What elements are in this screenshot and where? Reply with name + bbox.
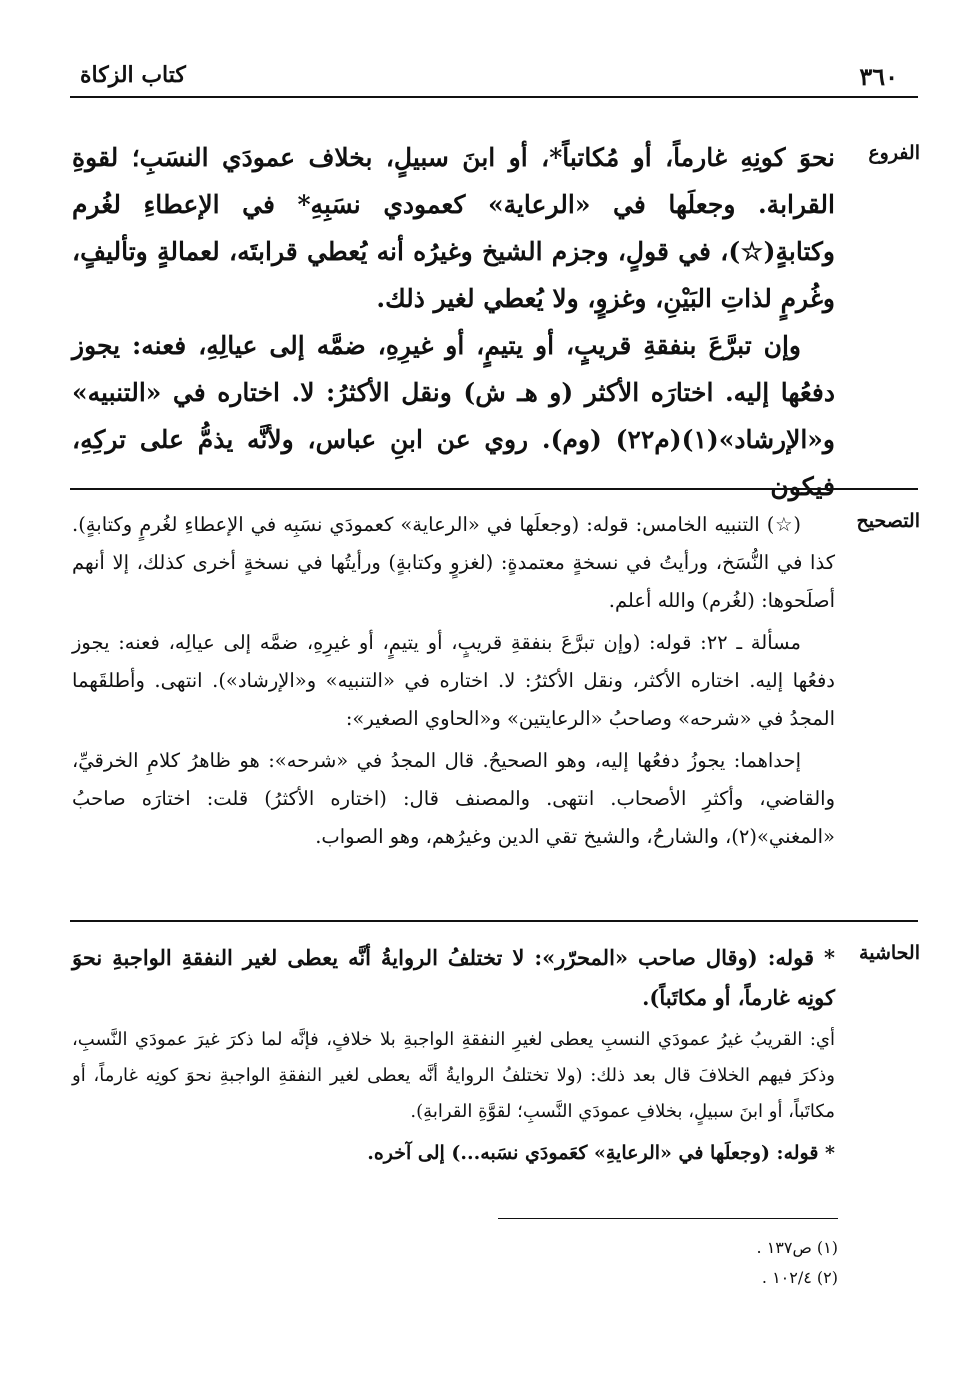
hashiya-paragraph-1: أي: القريبُ غيرُ عمودَي النسبِ يعطى لغيرِ النفقةِ الواجبةِ بلا خلافٍ، فإنَّه لما ذكرَ غيرَ عمودَي النَّسبِ، وذكرَ فيهم الخلافَ قال بعد ذلك: (ولا تختلفُ الروايةُ أنَّه يعطى لغير النفقةِ الواجبةِ نحوَ كونِه غارماً، أو مكاتَباً، أو ابنَ سبيلٍ، بخلافِ عمودَي النَّسبِ؛ لقوَّةِ القرابةِ). <box>72 1029 835 1122</box>
main-text-label: الفروع <box>868 142 920 164</box>
footnote-rule <box>498 1218 838 1219</box>
header-rule <box>70 96 918 98</box>
footnotes <box>498 1218 838 1293</box>
footnote-2: (٢) ١٠٢/٤ . <box>761 1268 838 1287</box>
section-rule-2 <box>70 920 918 922</box>
page-number: ٣٦٠ <box>859 62 898 91</box>
tashih-paragraph-3: إحداهما: يجوزُ دفعُها إليه، وهو الصحيحُ. قال المجدُ في «شرحه»: هو ظاهرُ كلامِ الخرقيِّ، والقاضي، وأكثرِ الأصحاب. انتهى. والمصنف قال: (اختاره الأكثرُ) قلت: اختارَه صاحبُ «المغني»(٢)، والشارحُ، والشيخ تقي الدين وغيرُهم، وهو الصواب. <box>72 749 835 848</box>
tashih-label: التصحيح <box>856 510 920 532</box>
page-header <box>70 58 918 98</box>
main-text-body <box>72 134 835 510</box>
main-text-section <box>72 134 920 501</box>
tashih-section <box>72 506 920 921</box>
tashih-paragraph-1: (☆) التنبيه الخامس: قوله: (وجعلَها في «الرعاية» كعمودَي نسَبِه في الإعطاءِ لغُرمٍ وكتابةٍ). كذا في النُّسَخ، ورأيتُ في نسخةٍ معتمدةٍ: (لغزوٍ وكتابةٍ) ورأيتُها في نسخةٍ أخرى كذلك، إلا أنهم أصلَحوها: (لغُرم) والله أعلم. <box>72 513 835 612</box>
footnote-1: (١) ص١٣٧ . <box>756 1238 838 1257</box>
section-rule-1 <box>70 488 918 490</box>
main-paragraph-2: وإن تبرَّعَ بنفقةِ قريبٍ، أو يتيمٍ، أو غيرِهِ، ضمَّه إلى عيالِهِ، فعنه: يجوز دفعُها إليه. اختارَه الأكثر (و هـ ش) ونقل الأكثرُ: لا. اختاره في «التنبيه» و«الإرشاد»(١)(م٢٢) (وم). روي عن ابنِ عباس، ولأنَّه يذمُّ على تركِهِ، فيكون <box>72 331 835 501</box>
tashih-paragraph-2: مسألة ـ ٢٢: قوله: (وإن تبرَّعَ بنفقةِ قريبٍ، أو يتيمٍ، أو غيرِهِ، ضمَّه إلى عيالِه، فعنه: يجوز دفعُها إليه. اختاره الأكثر، ونقل الأكثرُ: لا. اختاره في «التنبيه» و«الإرشاد»). انتهى. وأطلقَهما المجدُ في «شرحه» وصاحبُ «الرعايتين» و«الحاوي الصغير»: <box>72 631 835 730</box>
hashiya-heading-2: * قوله: (وجعلَها في «الرعايةِ» كعَمودَي نسَبه...) إلى آخره. <box>367 1142 835 1164</box>
tashih-body <box>72 506 835 856</box>
hashiya-section <box>72 938 920 1208</box>
hashiya-heading-1: * قوله: (وقال صاحب «المحرّر»: لا تختلفُ الروايةُ أنَّه يعطى لغير النفقةِ الواجبةِ نحوَ كونِه غارماً، أو مكاتَباً). <box>72 945 835 1010</box>
main-paragraph-1: نحوَ كونِهِ غارماً، أو مُكاتباً*، أو ابنَ سبيلٍ، بخلاف عمودَي النسَبِ؛ لقوةِ القرابة. وجعلَها في «الرعاية» كعمودي نسَبِهِ* في الإعطاءِ لغُرم وكتابةٍ(☆)، في قولٍ، وجزم الشيخ وغيرُه أنه يُعطي قرابتَه، لعمالةٍ وتأليفٍ، وغُرمٍ لذاتِ البَيْنِ، وغزوٍ، ولا يُعطي لغير ذلك. <box>72 143 835 313</box>
running-title: كتاب الزكاة <box>80 62 186 88</box>
hashiya-body <box>72 938 835 1172</box>
hashiya-label: الحاشية <box>859 942 920 964</box>
